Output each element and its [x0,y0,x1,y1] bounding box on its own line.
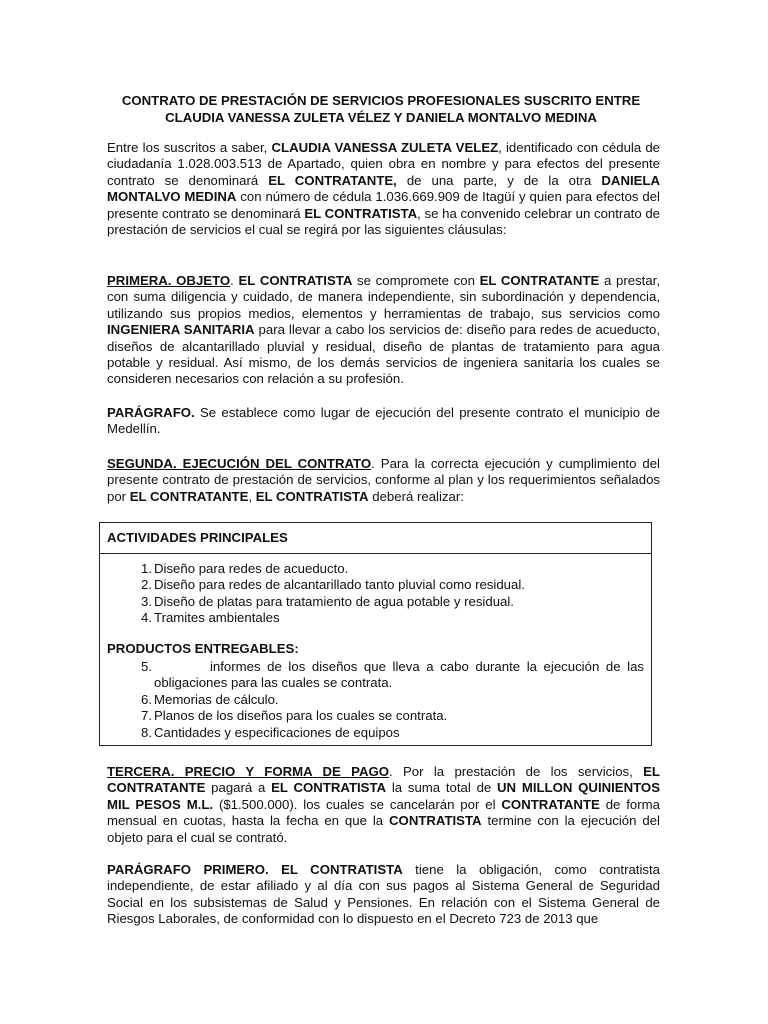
clause-heading: PARÁGRAFO PRIMERO. EL CONTRATISTA [107,862,403,877]
products-header: PRODUCTOS ENTREGABLES: [107,641,299,656]
clause-text: . Por la prestación de los servicios, [389,764,644,779]
item-text: Diseño para redes de acueducto. [154,561,349,576]
clause-text: pagará a [205,780,272,796]
title-line-1: CONTRATO DE PRESTACIÓN DE SERVICIOS PROFESIONALES SUSCRITO ENTRE [121,93,641,108]
clause-text: . [230,273,239,288]
list-item [128,708,644,724]
paragrafo [107,405,660,438]
item-number: 7. [141,708,152,724]
clause-segunda [107,456,660,505]
clause-text: a prestar, con suma diligencia y cuidado, de manera independiente, sin subordinación y dependencia, utilizando sus propios medios, elementos y herramientas de trabajo, sus servicios como [107,273,660,321]
clause-text: Se establece como lugar de ejecución del presente contrato el municipio de Medellín. [107,405,660,437]
clause-text: . Para la correcta ejecución y cumplimiento del presente contrato de prestación de servicios, conforme al plan y los requerimientos señalados por [107,456,660,504]
party-contratante-name: CLAUDIA VANESSA ZULETA VELEZ [271,140,499,155]
item-text: Tramites ambientales [154,610,280,626]
intro-paragraph [107,140,660,238]
item-text: Diseño de platas para tratamiento de agua potable y residual. [154,593,514,609]
clause-text: deberá realizar: [368,488,464,504]
intro-text: , identificado con cédula de ciudadanía 1.028.003.513 de Apartado, quien obra en nombre y para efectos del presente contrato se denominará [107,140,661,188]
activities-table [99,522,652,746]
clause-primera [107,273,660,388]
intro-text: de una parte, y de la otra [396,172,602,188]
products-list [128,659,644,741]
clause-text: para llevar a cabo los servicios de: diseño para redes de acueducto, diseños de alcantarillado pluvial y residual, diseño de plantas de tratamiento para agua potable y residual. Así mismo, de los demás servicios de ingeniera sanitaria los cuales se consideren necesarios con relación a su profesión. [107,322,660,387]
term-contratista: CONTRATISTA [389,813,482,829]
list-item [128,610,644,626]
clause-tercera [107,764,660,846]
clause-heading: TERCERA. PRECIO Y FORMA DE PAGO [107,764,389,779]
intro-text: con número de cédula 1.036.669.909 de Itagüí y quien para efectos del presente contrato se denominará [107,189,660,221]
activities-list [128,561,644,627]
list-item [128,577,644,593]
item-number: 4. [141,610,152,626]
title-line-2: CLAUDIA VANESSA ZULETA VÉLEZ Y DANIELA MONTALVO MEDINA [165,110,597,125]
item-number: 1. [141,561,152,576]
clause-text: se compromete con [352,273,480,288]
term-contratista: EL CONTRATISTA [238,273,353,288]
list-item [128,659,644,692]
clause-text: , [248,488,256,504]
item-number: 3. [141,593,152,609]
clause-heading: SEGUNDA. EJECUCIÓN DEL CONTRATO [107,456,372,471]
paragrafo-primero [107,862,660,928]
item-text: Planos de los diseños para los cuales se contrata. [154,708,448,724]
term-contratista: EL CONTRATISTA [255,488,369,504]
term-contratista: EL CONTRATISTA [304,205,418,221]
term-contratista: EL CONTRATISTA [271,780,387,796]
intro-text: Entre los suscritos a saber, [107,140,272,155]
item-text: Cantidades y especificaciones de equipos [154,724,400,740]
clause-text: la suma total de [386,780,498,796]
clause-text: de forma mensual en cuotas, hasta la fecha en que la [107,796,660,829]
item-number: 6. [141,691,152,707]
term-contratante: EL CONTRATANTE [129,488,249,504]
item-number: 5. [141,659,152,674]
contract-title [100,92,662,126]
term-contratante: EL CONTRATANTE [107,764,660,796]
list-item [128,725,644,741]
term-contratante: CONTRATANTE [501,796,600,812]
term-profession: INGENIERA SANITARIA [107,322,255,338]
activities-header: ACTIVIDADES PRINCIPALES [100,523,651,554]
item-number: 2. [141,577,152,593]
clause-heading: PARÁGRAFO. [107,405,195,420]
list-item [128,594,644,610]
list-item [128,692,644,708]
clause-text: ($1.500.000). los cuales se cancelarán por el [213,796,502,812]
item-number: 8. [141,724,152,740]
intro-text: , se ha convenido celebrar un contrato de prestación de servicios el cual se regirá por las siguientes cláusulas: [107,205,661,238]
term-contratante: EL CONTRATANTE, [268,172,397,188]
clause-text: tiene la obligación, como contratista independiente, de estar afiliado y al día con sus pagos al Sistema General de Seguridad Social en los subsistemas de Salud y Pensiones. En relación con el Sistema General de Riesgos Laborales, de conformidad con lo dispuesto en el Decreto 723 de 2013 que [107,862,660,927]
amount-in-words: UN MILLON QUINIENTOS MIL PESOS M.L. [107,780,660,812]
party-contratista-name: DANIELA MONTALVO MEDINA [107,172,661,205]
clause-text: termine con la ejecución del objeto para el cual se contrató. [107,813,660,845]
item-text: Memorias de cálculo. [154,691,279,707]
item-text: informes de los diseños que lleva a cabo durante la ejecución de las obligaciones para las cuales se contrata. [154,659,644,691]
list-item [128,561,644,577]
item-text: Diseño para redes de alcantarillado tanto pluvial como residual. [154,577,525,593]
clause-heading: PRIMERA. OBJETO [107,273,231,288]
term-contratante: EL CONTRATANTE [479,273,600,288]
